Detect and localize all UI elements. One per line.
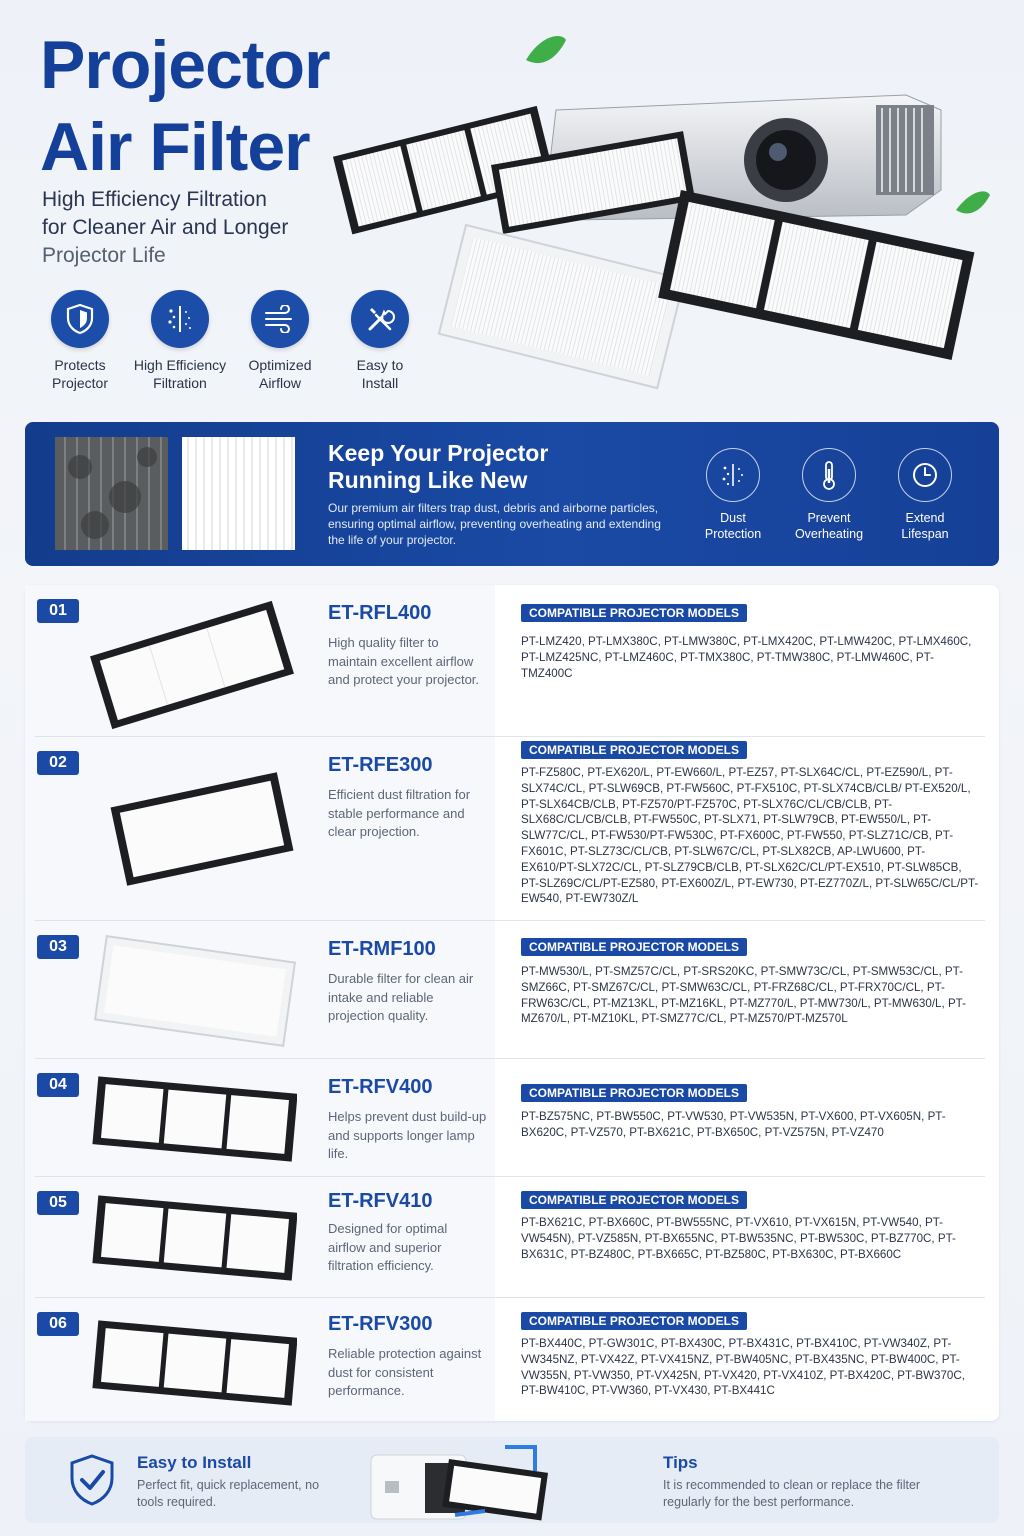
compat-models: PT-MW530/L, PT-SMZ57C/CL, PT-SRS20KC, PT-SMW73C/CL, PT-SMW53C/CL, PT-SMZ66C, PT-SMZ67C/CL, PT-SMW63C/CL, PT-FRZ68C/CL, PT-FRX70C/CL, PT-FRW63C/CL, PT-MZ13KL, PT-MZ16KL, PT-MZ770/L, PT-MW730/L, PT-MW630/L, PT-MZ670/L, PT-MZ10KL, PT-SMZ77C/CL, PT-MZ570/PT-MZ570L xyxy=(521,965,966,1026)
compat-badge: COMPATIBLE PROJECTOR MODELS xyxy=(521,741,747,759)
compat-models: PT-BX621C, PT-BX660C, PT-BW555NC, PT-VX610, PT-VX615N, PT-VW540, PT-VW545N), PT-VZ585N, PT-BX655NC, PT-BW535NC, PT-BW530C, PT-BZ770C, PT-BX631C, PT-BZ480C, PT-BX665C, PT-BZ580C, PT-BX630C, PT-BX660C xyxy=(521,1216,956,1261)
title-line-1: Projector xyxy=(40,27,330,103)
product-description: High quality filter to maintain excellent airflow and protect your projector. xyxy=(328,635,480,687)
banner-title xyxy=(328,440,648,494)
promo-banner xyxy=(25,422,999,566)
compat-badge: COMPATIBLE PROJECTOR MODELS xyxy=(521,1191,747,1209)
banner-feature-lifespan xyxy=(877,448,973,548)
install-illustration xyxy=(365,1441,565,1521)
product-row xyxy=(25,737,999,921)
dust-icon xyxy=(706,448,760,502)
product-model: ET-RFE300 xyxy=(328,754,433,776)
title-line-2: Air Filter xyxy=(40,109,310,185)
compat-models: PT-LMZ420, PT-LMX380C, PT-LMW380C, PT-LMX420C, PT-LMW420C, PT-LMX460C, PT-LMZ425NC, PT-LMZ460C, PT-TMX380C, PT-TMW380C, PT-LMW460C, PT-TMZ400C xyxy=(521,635,972,680)
product-model: ET-RMF100 xyxy=(328,938,436,960)
feature-label: Airflow xyxy=(258,375,301,391)
banner-title-line-1: Keep Your Projector xyxy=(328,440,549,466)
filter-image xyxy=(87,931,297,1051)
airflow-icon xyxy=(251,290,309,348)
feature-label: High Efficiency xyxy=(133,357,227,373)
product-description: Helps prevent dust build-up and supports longer lamp life. xyxy=(328,1109,487,1161)
compat-models: PT-BX440C, PT-GW301C, PT-BX430C, PT-BX431C, PT-BX410C, PT-VW340Z, PT-VW345NZ, PT-VX42Z, PT-VX415NZ, PT-BW405NC, PT-BX435NC, PT-BW400C, PT-VW355N, PT-VW350, PT-VX425N, PT-VX420, PT-VX410Z, PT-BX420C, PT-BW370C, PT-BW410C, PT-VW360, PT-VX430, PT-BX441C xyxy=(521,1337,965,1398)
filter-image xyxy=(439,225,684,388)
feature-label: Install xyxy=(361,375,399,391)
banner-feature-row xyxy=(685,448,985,548)
product-description: Efficient dust filtration for stable performance and clear projection. xyxy=(328,787,471,839)
filter-image xyxy=(87,759,297,899)
thermometer-icon xyxy=(802,448,856,502)
clean-filter-image xyxy=(182,437,295,550)
product-description: Reliable protection against dust for consistent performance. xyxy=(328,1346,482,1398)
banner-title-line-2: Running Like New xyxy=(328,467,528,493)
feature-label: Easy to xyxy=(356,357,404,373)
product-row xyxy=(25,1298,999,1421)
product-row xyxy=(25,1059,999,1177)
dirty-filter-image xyxy=(55,437,168,550)
product-number: 04 xyxy=(37,1073,79,1097)
compat-models: PT-BZ575NC, PT-BW550C, PT-VW530, PT-VW535N, PT-VX600, PT-VX605N, PT-BX620C, PT-VZ570, PT-BX621C, PT-BX650C, PT-VZ575N, PT-VZ470 xyxy=(521,1110,946,1139)
filter-particles-icon xyxy=(151,290,209,348)
product-description: Designed for optimal airflow and superior filtration efficiency. xyxy=(328,1221,448,1273)
subtitle-line-2: for Cleaner Air and Longer xyxy=(42,216,289,239)
feature-label: Projector xyxy=(51,375,109,391)
product-model: ET-RFV410 xyxy=(328,1190,433,1212)
product-row xyxy=(25,1177,999,1298)
compat-badge: COMPATIBLE PROJECTOR MODELS xyxy=(521,604,747,622)
banner-feature-overheat xyxy=(781,448,877,548)
product-model: ET-RFV400 xyxy=(328,1076,433,1098)
product-number: 02 xyxy=(37,751,79,775)
product-number: 05 xyxy=(37,1191,79,1215)
leaf-icon xyxy=(956,191,990,213)
subtitle-line-1: High Efficiency Filtration xyxy=(42,188,267,211)
banner-feature-label: Extend xyxy=(905,511,945,525)
filter-image xyxy=(87,1183,297,1293)
compat-badge: COMPATIBLE PROJECTOR MODELS xyxy=(521,938,747,956)
compat-badge: COMPATIBLE PROJECTOR MODELS xyxy=(521,1312,747,1330)
filter-image xyxy=(87,1308,297,1418)
product-row xyxy=(25,585,999,737)
leaf-icon xyxy=(526,36,566,63)
subtitle-line-3: Projector Life xyxy=(42,244,166,267)
product-row xyxy=(25,921,999,1059)
product-model: ET-RFL400 xyxy=(328,602,432,624)
banner-feature-label: Overheating xyxy=(794,527,864,541)
feature-label: Optimized xyxy=(248,357,312,373)
feature-label: Filtration xyxy=(153,375,207,391)
hero-subtitle xyxy=(42,186,332,270)
product-number: 01 xyxy=(37,599,79,623)
feature-efficiency xyxy=(130,290,230,400)
compat-models: PT-FZ580C, PT-EX620/L, PT-EW660/L, PT-EZ57, PT-SLX64C/CL, PT-EZ590/L, PT-SLX74C/CL, PT-SLW69CB, PT-FW560C, PT-FX510C, PT-SLX74CB/CLB/ PT-EX520/L, PT-SLX64CB/CLB, PT-FZ570/PT-FZ570C, PT-SLX76C/CL/CB/CLB, PT-SLX68C/CL/CB/CLB, PT-FW550C, PT-SLX71, PT-SLW79CB, PT-EW550/L, PT-SLW77C/CL, PT-FW530/PT-FW530C, PT-FX600C, PT-FW550, PT-SLZ71C/CB, PT-FX601C, PT-SLZ73C/CL/CB, PT-SLW67C/CL, PT-SLX82CB, AP-LWU600, PT-EX610/PT-SLX72C/CL, PT-SLZ79CB/CLB, PT-SLX62C/CL/PT-EX510, PT-SLW85CB, PT-SLZ69C/CL/PT-EZ580, PT-EX600Z/L, PT-EW730, PT-EZ770Z/L, PT-SLW65C/CL/PT-EW540, PT-EW730Z/L xyxy=(521,766,979,906)
product-model: ET-RFV300 xyxy=(328,1313,433,1335)
banner-feature-dust xyxy=(685,448,781,548)
filter-image xyxy=(87,1065,297,1173)
hero-product-illustration xyxy=(316,20,1016,410)
product-description: Durable filter for clean air intake and reliable projection quality. xyxy=(328,971,474,1023)
install-text: Perfect fit, quick replacement, no tools required. xyxy=(137,1478,320,1509)
filter-image xyxy=(87,595,297,730)
compat-badge: COMPATIBLE PROJECTOR MODELS xyxy=(521,1084,747,1102)
product-number: 06 xyxy=(37,1312,79,1336)
tips-title: Tips xyxy=(663,1453,698,1472)
banner-feature-label: Protection xyxy=(704,527,762,541)
footer-panel xyxy=(25,1437,999,1523)
product-list xyxy=(25,585,999,1421)
product-number: 03 xyxy=(37,935,79,959)
feature-airflow xyxy=(230,290,330,400)
shield-icon xyxy=(51,290,109,348)
banner-feature-label: Lifespan xyxy=(901,527,949,541)
install-title: Easy to Install xyxy=(137,1453,252,1472)
feature-label: Protects xyxy=(54,357,106,373)
banner-feature-label: Dust xyxy=(720,511,746,525)
banner-feature-label: Prevent xyxy=(807,511,851,525)
feature-protects xyxy=(30,290,130,400)
tips-text: It is recommended to clean or replace the filter regularly for the best performance. xyxy=(663,1478,921,1509)
banner-text: Our premium air filters trap dust, debris and airborne particles, ensuring optimal airflow, preventing overheating and extending the life of your projector. xyxy=(328,501,661,547)
shield-check-icon xyxy=(67,1453,117,1507)
clock-icon xyxy=(898,448,952,502)
